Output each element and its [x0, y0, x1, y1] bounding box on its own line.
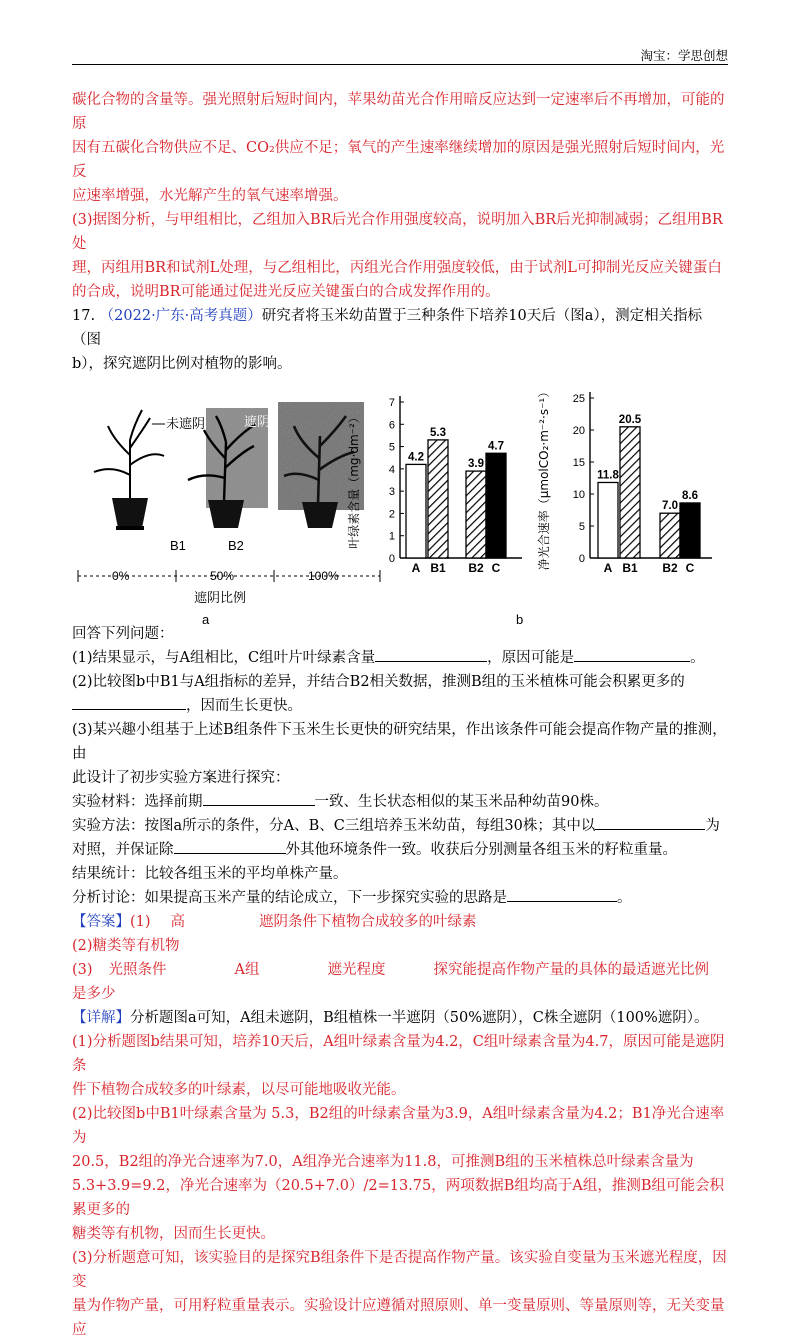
answer-text: (3): [72, 962, 93, 978]
answer-text: 遮光程度: [327, 962, 386, 978]
category-label: A: [411, 561, 421, 575]
q1-text: ，原因可能是: [487, 650, 575, 666]
data-label: 3.9: [468, 458, 484, 471]
data-label: 7.0: [662, 500, 678, 513]
analysis-text: 。: [617, 890, 632, 906]
answer-blank[interactable]: [595, 814, 705, 830]
answer-blank[interactable]: [174, 838, 286, 854]
pot-icon: [208, 500, 244, 528]
y-tick-label: 0: [578, 553, 585, 565]
bar-c: [680, 503, 700, 558]
data-label: 4.2: [408, 451, 424, 464]
pct-100: 100%: [308, 569, 339, 583]
y-axis-label: 叶绿素含量（mg·dm⁻²）: [347, 411, 361, 549]
label-b2: B2: [228, 538, 244, 553]
question-stem: [72, 304, 728, 352]
bar-b1: [428, 440, 448, 558]
question-text: b），探究遮阴比例对植物的影响。: [72, 356, 292, 372]
question-2: (2)比较图b中B1与A组指标的差异，并结合B2相关数据，推测B组的玉米植株可能会积累更多的: [72, 674, 685, 690]
detail-line: 量为作物产量，可用籽粒重量表示。实验设计应遵循对照原则、单一变量原则、等量原则等，无关变量应: [72, 1298, 725, 1338]
y-tick-label: 4: [388, 463, 395, 476]
question-3: (3)某兴趣小组基于上述B组条件下玉米生长更快的研究结果，作出该条件可能会提高作物产量的推测，由: [72, 722, 727, 762]
question-1: [72, 646, 728, 670]
y-tick-label: 15: [572, 457, 585, 469]
document-body: [72, 88, 728, 1342]
result: 结果统计：比较各组玉米的平均单株产量。: [72, 866, 348, 882]
method-text: 外其他环境条件一致。收获后分别测量各组玉米的籽粒重量。: [285, 842, 677, 858]
bar-a: [406, 464, 426, 558]
category-label: B2: [662, 561, 678, 575]
label-b1: B1: [170, 538, 186, 553]
explanation-line: 应速率增强，水光解产生的氧气速率增强。: [72, 188, 348, 204]
y-tick-label: 1: [388, 530, 395, 543]
explanation-line: 的合成，说明BR可能通过促进光反应关键蛋白的合成发挥作用的。: [72, 284, 500, 300]
method-text: 为: [705, 818, 720, 834]
q1-text: 。: [690, 650, 705, 666]
detail-line: (1)分析题图b结果可知，培养10天后，A组叶绿素含量为4.2，C组叶绿素含量为4.7，原因可能是遮阴条: [72, 1034, 725, 1074]
explanation-line: 因有五碳化合物供应不足、CO₂供应不足；氧气的产生速率继续增加的原因是强光照射后短时间内，光反: [72, 140, 725, 180]
method-text: 对照，并保证除: [72, 842, 174, 858]
answer-blank[interactable]: [203, 790, 315, 806]
detail-line: 糖类等有机物，因而生长更快。: [72, 1226, 275, 1242]
answer-line-2: (2)糖类等有机物: [72, 938, 180, 954]
y-tick-label: 3: [388, 486, 395, 499]
question-3: 此设计了初步实验方案进行探究：: [72, 770, 290, 786]
method: [72, 814, 728, 838]
bar-b2: [466, 471, 486, 558]
question-2-cont: [72, 694, 728, 718]
q2-text: ，因而生长更快。: [186, 698, 302, 714]
detail-line: 件下植物合成较多的叶绿素，以尽可能地吸收光能。: [72, 1082, 406, 1098]
y-tick-label: 6: [388, 419, 395, 432]
answer-text: A组: [234, 962, 260, 978]
y-tick-label: 25: [572, 393, 585, 405]
answer-text: (1): [130, 914, 151, 930]
detail-line: 20.5，B2组的净光合速率为7.0，A组净光合速率为11.8，可推测B组的玉米植株总叶绿素含量为: [72, 1154, 694, 1170]
y-tick-label: 0: [388, 553, 395, 565]
answer-text: 光照条件: [108, 962, 167, 978]
photosynthesis-chart: [536, 386, 712, 575]
answer-text: 高: [170, 914, 186, 930]
data-label: 8.6: [682, 489, 698, 502]
answer-blank[interactable]: [72, 694, 186, 710]
y-tick-label: 7: [388, 397, 395, 409]
materials: [72, 790, 728, 814]
data-label: 11.8: [597, 469, 619, 482]
data-label: 4.7: [488, 440, 504, 453]
bar-b2: [660, 513, 680, 558]
pot-icon: [302, 502, 338, 528]
pct-0: 0%: [112, 569, 130, 583]
axis-title: 遮阴比例: [194, 590, 247, 605]
y-tick-label: 2: [388, 508, 395, 521]
category-label: A: [603, 561, 613, 575]
explanation-line: 碳化合物的含量等。强光照射后短时间内，苹果幼苗光合作用暗反应达到一定速率后不再增加，可能的原: [72, 92, 725, 132]
y-tick-label: 20: [572, 425, 585, 437]
answer-blank[interactable]: [375, 646, 487, 662]
chlorophyll-chart: [346, 396, 522, 575]
method-cont: [72, 838, 728, 862]
label-unshaded: 未遮阴: [166, 416, 206, 431]
y-tick-label: 10: [572, 489, 585, 501]
materials-text: 实验材料：选择前期: [72, 794, 203, 810]
caption-b: b: [516, 612, 524, 627]
data-label: 5.3: [430, 426, 446, 439]
answer-tag: 【答案】: [72, 914, 130, 930]
figure: [72, 380, 728, 627]
question-number: 17.: [72, 308, 96, 324]
question-prompt: 回答下列问题：: [72, 626, 174, 642]
explanation-line: (3)据图分析，与甲组相比，乙组加入BR后光合作用强度较高，说明加入BR后光抑制减弱；乙组用BR处: [72, 212, 723, 252]
y-tick-label: 5: [388, 441, 395, 454]
category-label: C: [491, 561, 501, 575]
label-shaded: 遮阴: [244, 414, 271, 429]
answer-line-1: [72, 910, 728, 934]
category-label: B2: [468, 561, 484, 575]
analysis: [72, 886, 728, 910]
materials-text: 一致、生长状态相似的某玉米品种幼苗90株。: [314, 794, 609, 810]
explanation-line: 理，丙组用BR和试剂L处理，与乙组相比，丙组光合作用强度较低，由于试剂L可抑制光反应关键蛋白: [72, 260, 722, 276]
detail-text: 分析题图a可知，A组未遮阴，B组植株一半遮阴（50%遮阴），C株全遮阴（100%遮阴）。: [130, 1010, 709, 1026]
header-divider: [72, 64, 728, 65]
answer-blank[interactable]: [507, 886, 617, 902]
category-label: C: [685, 561, 695, 575]
caption-a: a: [202, 612, 210, 627]
question-text: 研究者将玉米幼苗置于三种条件下培养10天后（图a），测定相关指标（图: [72, 308, 703, 348]
figure-a: [78, 402, 380, 627]
answer-text: 遮阴条件下植物合成较多的叶绿素: [259, 914, 477, 930]
analysis-text: 分析讨论：如果提高玉米产量的结论成立，下一步探究实验的思路是: [72, 890, 507, 906]
answer-blank[interactable]: [574, 646, 690, 662]
method-text: 实验方法：按图a所示的条件，分A、B、C三组培养玉米幼苗，每组30株；其中以: [72, 818, 596, 834]
detail-line: (3)分析题意可知，该实验目的是探究B组条件下是否提高作物产量。该实验自变量为玉米遮光程度，因变: [72, 1250, 727, 1290]
detail-intro: [72, 1006, 728, 1030]
question-source: （2022·广东·高考真题）: [99, 308, 262, 324]
answer-line-3: [72, 958, 728, 982]
figure-svg: [72, 380, 728, 627]
bar-a: [598, 482, 618, 558]
pct-50: 50%: [210, 569, 235, 583]
detail-line: 5.3+3.9=9.2，净光合速率为（20.5+7.0）/2=13.75，两项数据B组均高于A组，推测B组可能会积累更多的: [72, 1178, 725, 1218]
page-header: 淘宝：学思创想: [640, 48, 728, 63]
bar-c: [486, 453, 506, 558]
category-label: B1: [430, 561, 446, 575]
data-label: 20.5: [618, 413, 642, 426]
detail-line: (2)比较图b中B1叶绿素含量为 5.3，B2组的叶绿素含量为3.9，A组叶绿素含量为4.2；B1净光合速率为: [72, 1106, 725, 1146]
pot-icon: [112, 498, 148, 528]
answer-text: 探究能提高作物产量的具体的最适遮光比例: [433, 962, 710, 978]
bar-b1: [620, 427, 640, 558]
answer-line-4: 是多少: [72, 986, 116, 1002]
category-label: B1: [622, 561, 638, 575]
y-axis-label: 净光合速率（μmolCO₂·m⁻²·s⁻¹）: [537, 385, 551, 571]
y-tick-label: 5: [578, 521, 585, 533]
q1-text: (1)结果显示，与A组相比，C组叶片叶绿素含量: [72, 650, 376, 666]
detail-tag: 【详解】: [72, 1010, 130, 1026]
